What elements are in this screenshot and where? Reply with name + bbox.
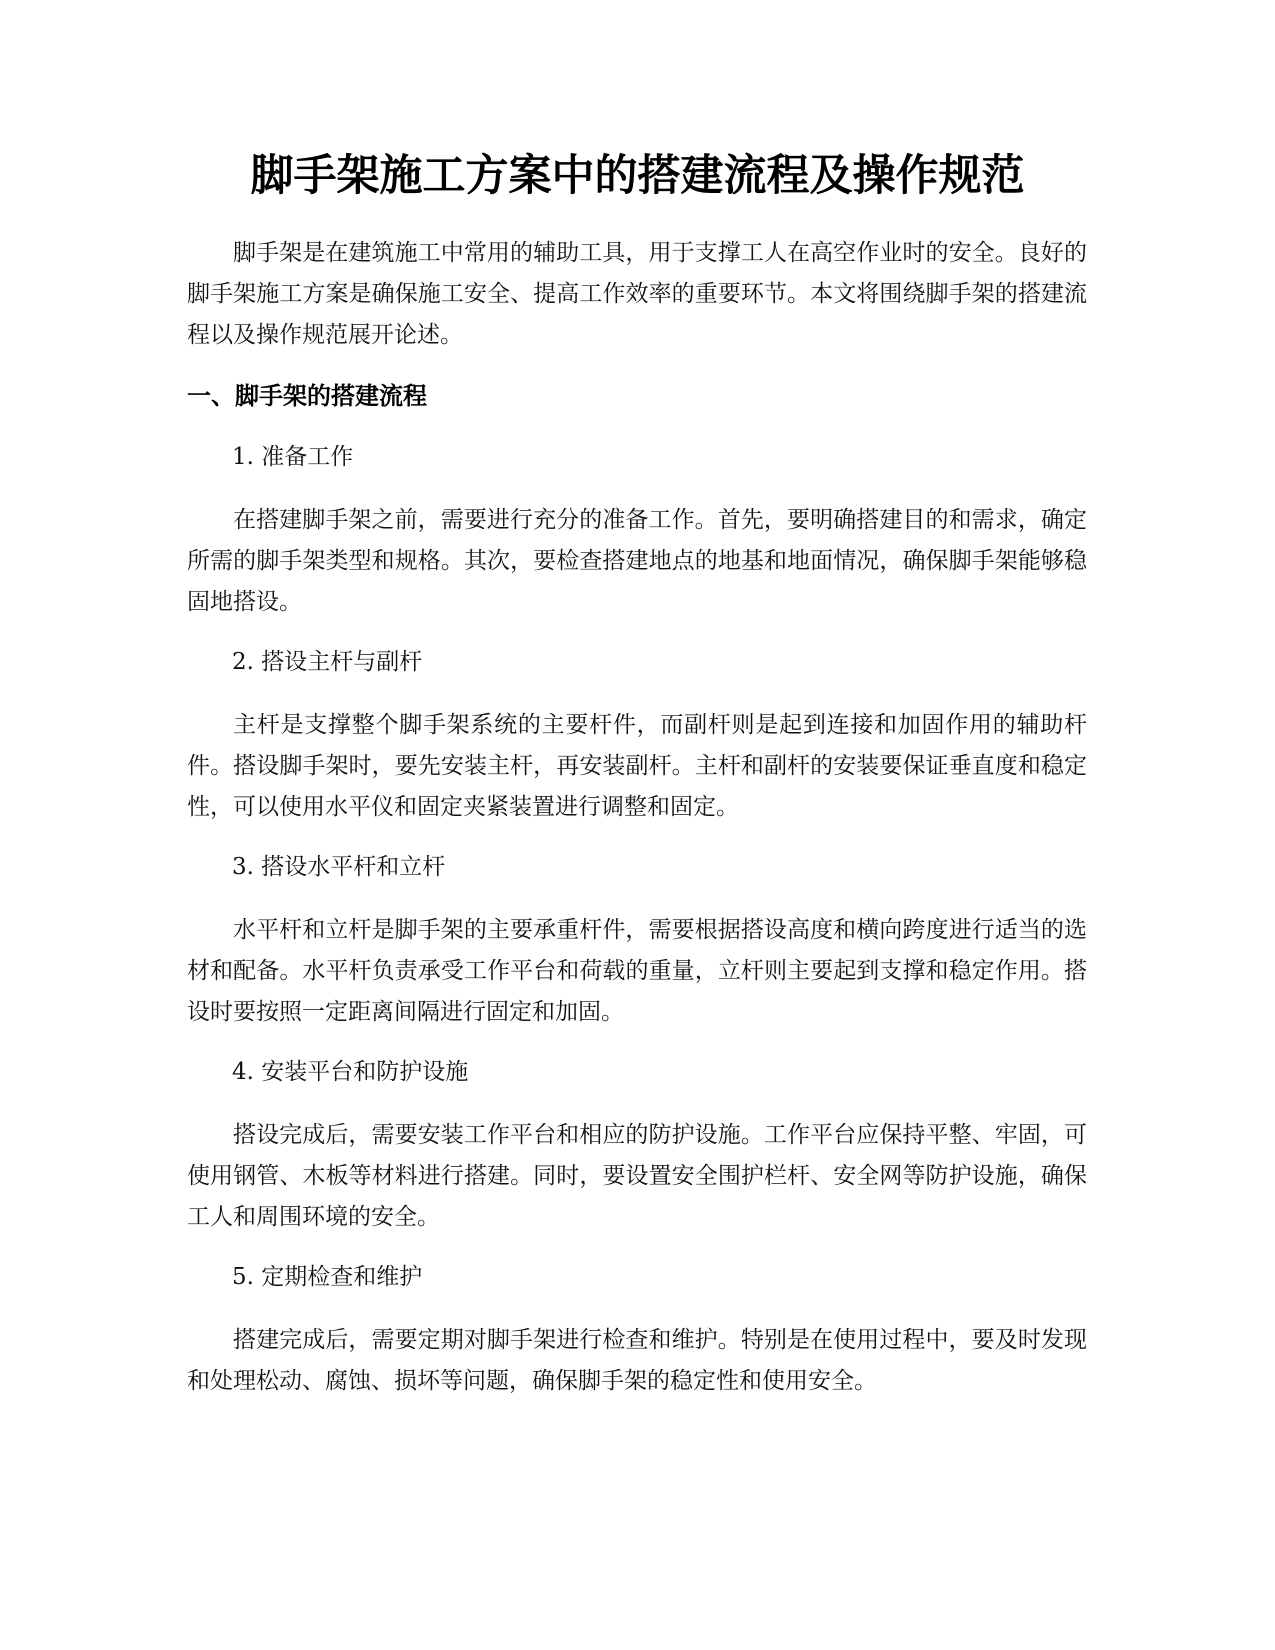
- step-body-3: 水平杆和立杆是脚手架的主要承重杆件，需要根据搭设高度和横向跨度进行适当的选材和配备。水平杆负责承受工作平台和荷载的重量，立杆则主要起到支撑和稳定作用。搭设时要按照一定距离间隔进行固定和加固。: [187, 917, 1087, 1025]
- step-heading-5: 5. 定期检查和维护: [232, 1264, 423, 1290]
- step-body-1: 在搭建脚手架之前，需要进行充分的准备工作。首先，要明确搭建目的和需求，确定所需的脚手架类型和规格。其次，要检查搭建地点的地基和地面情况，确保脚手架能够稳固地搭设。: [187, 507, 1087, 615]
- step-body-5: 搭建完成后，需要定期对脚手架进行检查和维护。特别是在使用过程中，要及时发现和处理松动、腐蚀、损坏等问题，确保脚手架的稳定性和使用安全。: [187, 1327, 1087, 1394]
- step-body-4: 搭设完成后，需要安装工作平台和相应的防护设施。工作平台应保持平整、牢固，可使用钢管、木板等材料进行搭建。同时，要设置安全围护栏杆、安全网等防护设施，确保工人和周围环境的安全。: [187, 1122, 1087, 1230]
- section-heading: 一、脚手架的搭建流程: [187, 382, 427, 410]
- step-heading-4: 4. 安装平台和防护设施: [232, 1059, 469, 1085]
- step-heading-1: 1. 准备工作: [232, 444, 354, 470]
- step-body-2: 主杆是支撑整个脚手架系统的主要杆件，而副杆则是起到连接和加固作用的辅助杆件。搭设脚手架时，要先安装主杆，再安装副杆。主杆和副杆的安装要保证垂直度和稳定性，可以使用水平仪和固定夹紧装置进行调整和固定。: [187, 712, 1087, 820]
- document-title: 脚手架施工方案中的搭建流程及操作规范: [250, 151, 1025, 201]
- step-heading-3: 3. 搭设水平杆和立杆: [232, 854, 446, 880]
- intro-paragraph: 脚手架是在建筑施工中常用的辅助工具，用于支撑工人在高空作业时的安全。良好的脚手架施工方案是确保施工安全、提高工作效率的重要环节。本文将围绕脚手架的搭建流程以及操作规范展开论述。: [187, 240, 1087, 348]
- step-heading-2: 2. 搭设主杆与副杆: [232, 649, 423, 675]
